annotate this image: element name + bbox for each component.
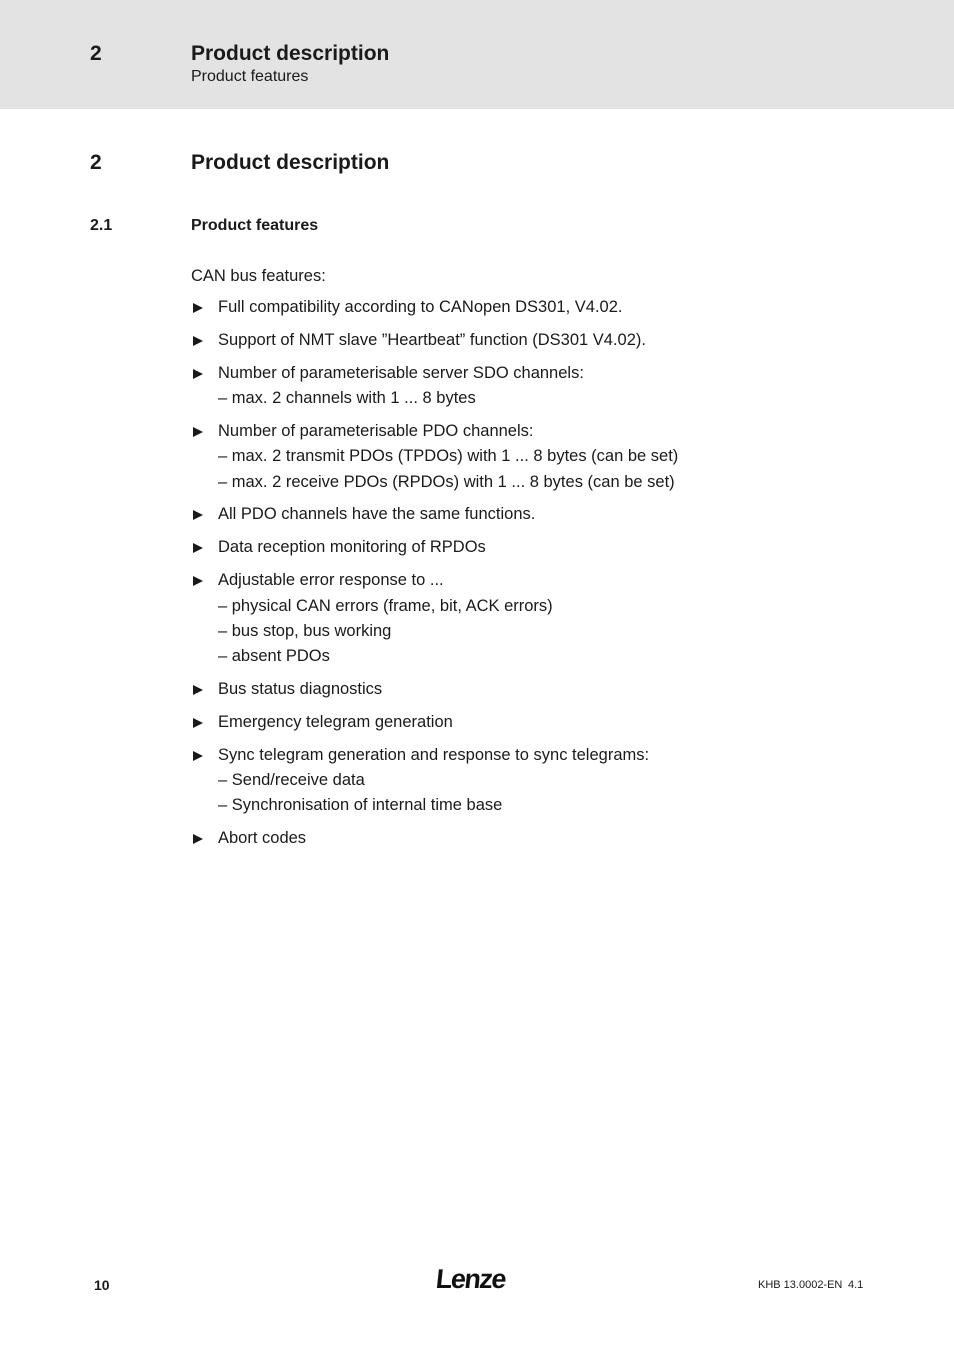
- bullet-triangle-icon: [193, 834, 203, 844]
- header-chapter-title: Product description: [191, 42, 390, 65]
- lenze-logo: Lenze: [434, 1264, 507, 1294]
- document-version: 4.1: [848, 1279, 864, 1291]
- page-number: 10: [94, 1277, 110, 1293]
- feature-item: [191, 295, 811, 320]
- bullet-triangle-icon: [193, 427, 203, 437]
- chapter-number: 2: [90, 151, 102, 174]
- feature-subline: – max. 2 receive PDOs (RPDOs) with 1 ... 8 bytes (can be set): [218, 472, 675, 491]
- bullet-triangle-icon: [193, 543, 203, 553]
- bullet-triangle-icon: [193, 685, 203, 695]
- main-content: [191, 265, 811, 859]
- bullet-triangle-icon: [193, 510, 203, 520]
- feature-text: Full compatibility according to CANopen DS301, V4.02.: [218, 298, 623, 316]
- section-number: 2.1: [90, 217, 113, 234]
- bullet-triangle-icon: [193, 718, 203, 728]
- bullet-triangle-icon: [193, 303, 203, 313]
- feature-subline: – bus stop, bus working: [218, 621, 392, 640]
- feature-item: [191, 710, 811, 735]
- document-id: KHB 13.0002-EN: [758, 1279, 843, 1291]
- header-chapter-number: 2: [90, 42, 102, 65]
- feature-item: [191, 743, 811, 819]
- feature-text: Adjustable error response to ...: [218, 571, 444, 590]
- feature-text: Sync telegram generation and response to sync telegrams:: [218, 745, 650, 764]
- feature-item: [191, 419, 811, 495]
- feature-item: [191, 328, 811, 353]
- feature-text: Number of parameterisable PDO channels:: [218, 421, 534, 440]
- feature-text: Abort codes: [218, 829, 307, 848]
- feature-item: [191, 826, 811, 851]
- feature-subline: – max. 2 transmit PDOs (TPDOs) with 1 ... 8 bytes (can be set): [218, 447, 679, 466]
- feature-item: [191, 502, 811, 527]
- section-heading: Product features: [191, 217, 319, 234]
- feature-text: Data reception monitoring of RPDOs: [218, 538, 486, 557]
- feature-subline: – absent PDOs: [218, 647, 330, 666]
- feature-subline: – Send/receive data: [218, 771, 365, 790]
- feature-text: All PDO channels have the same functions.: [218, 505, 536, 524]
- feature-list: [191, 295, 811, 852]
- feature-item: [191, 677, 811, 702]
- feature-subline: – physical CAN errors (frame, bit, ACK errors): [218, 596, 553, 615]
- feature-text: Support of NMT slave ”Heartbeat” function (DS301 V4.02).: [218, 330, 646, 349]
- chapter-heading: Product description: [191, 151, 390, 174]
- bullet-triangle-icon: [193, 369, 203, 379]
- bullet-triangle-icon: [193, 576, 203, 586]
- feature-item: [191, 568, 811, 669]
- feature-subline: – Synchronisation of internal time base: [218, 796, 503, 815]
- feature-text: Bus status diagnostics: [218, 680, 383, 699]
- feature-item: [191, 361, 811, 412]
- intro-text: CAN bus features:: [191, 267, 326, 285]
- feature-subline: – max. 2 channels with 1 ... 8 bytes: [218, 389, 476, 408]
- feature-text: Number of parameterisable server SDO channels:: [218, 363, 584, 382]
- running-header: [0, 0, 954, 109]
- bullet-triangle-icon: [193, 336, 203, 346]
- header-section-title: Product features: [191, 68, 309, 85]
- feature-text: Emergency telegram generation: [218, 712, 453, 731]
- feature-item: [191, 535, 811, 560]
- bullet-triangle-icon: [193, 751, 203, 761]
